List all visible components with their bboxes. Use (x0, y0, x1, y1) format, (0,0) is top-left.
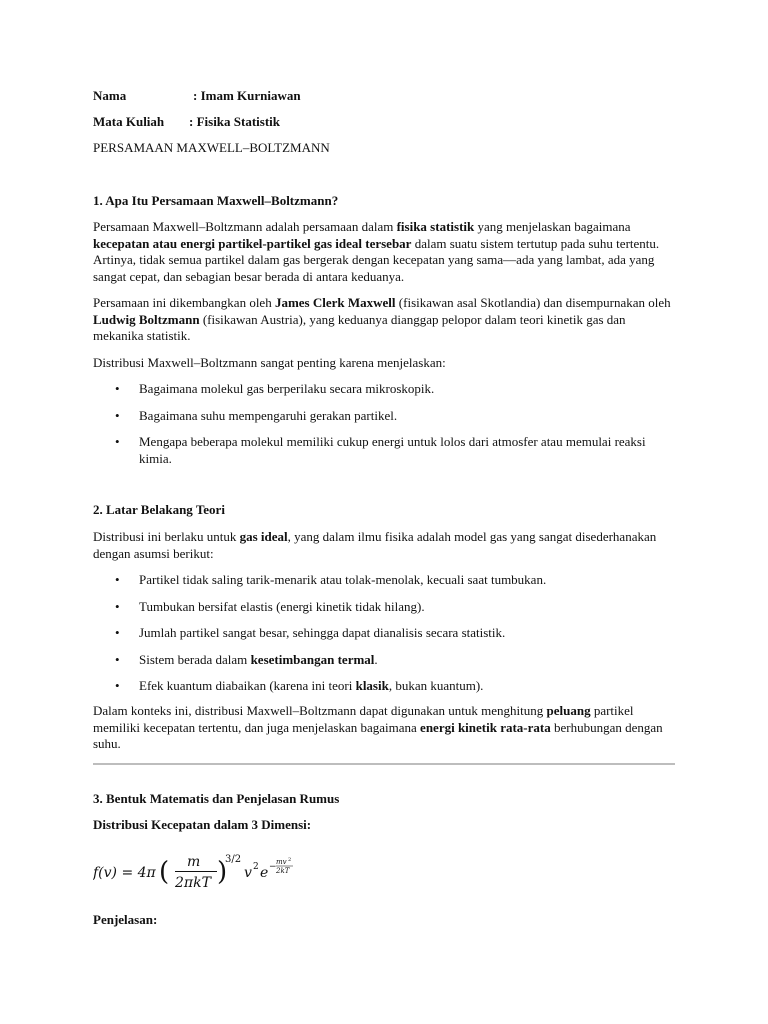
formula-exp-sign: − (269, 862, 277, 872)
bold-run: kecepatan atau energi partikel-partikel gas ideal tersebar (93, 235, 412, 251)
formula-denominator: 2πkT (175, 875, 211, 891)
text-run: Dalam konteks ini, distribusi Maxwell–Boltzmann dapat digunakan untuk menghitung (93, 703, 547, 718)
bullet-icon: • (115, 678, 120, 693)
section-1-heading: 1. Apa Itu Persamaan Maxwell–Boltzmann? (93, 193, 339, 208)
formula-numerator: m (187, 854, 201, 870)
text-run: Sistem berada dalam (139, 651, 251, 667)
bold-run: fisika statistik (396, 219, 475, 234)
text-run: (fisikawan Austria), yang keduanya dianggap pelopor dalam teori kinetik gas dan mekanika statistik. (93, 311, 626, 343)
section-2-bullet-list (93, 572, 675, 695)
explanation-label: Penjelasan: (93, 912, 158, 927)
list-item (93, 381, 675, 398)
list-item-text: Tumbukan bersifat elastis (energi kinetik tidak hilang). (139, 598, 425, 614)
formula-right-paren: ) (217, 857, 228, 887)
horizontal-divider (93, 763, 675, 765)
course-row (93, 114, 675, 131)
bold-run: energi kinetik rata-rata (420, 719, 551, 735)
bold-run: gas ideal (239, 529, 288, 544)
formula-v-exponent: 2 (253, 862, 259, 872)
section-1-paragraph-1 (93, 219, 675, 285)
list-item-text: Bagaimana molekul gas berperilaku secara mikroskopik. (139, 381, 435, 396)
list-item (93, 434, 675, 467)
text-run: Efek kuantum diabaikan (karena ini teori (139, 678, 356, 693)
text-run: Distribusi ini berlaku untuk (93, 529, 240, 544)
text-run: partikel memiliki kecepatan tertentu, dan juga menjelaskan bagaimana (93, 703, 634, 735)
list-item (93, 652, 675, 669)
text-run: , bukan kuantum). (388, 678, 484, 693)
section-1-paragraph-2 (93, 295, 675, 345)
bullet-icon: • (115, 651, 120, 667)
name-value: : Imam Kurniawan (193, 88, 301, 103)
bold-run: kesetimbangan termal (250, 651, 375, 667)
bold-run: James Clerk Maxwell (274, 295, 396, 310)
section-3-subheading: Distribusi Kecepatan dalam 3 Dimensi: (93, 817, 312, 832)
formula-v: v (244, 865, 252, 881)
section-3-heading: 3. Bentuk Matematis dan Penjelasan Rumus (93, 791, 340, 806)
name-label: Nama (93, 88, 127, 103)
formula-lhs: f(v) = 4π (93, 865, 156, 881)
section-1-bullet-list (93, 381, 675, 467)
list-item-text: Jumlah partikel sangat besar, sehingga dapat dianalisis secara statistik. (139, 625, 506, 640)
section-2-paragraph-2 (93, 703, 675, 753)
text-run: dalam suatu sistem tertutup pada suhu tertentu. Artinya, tidak semua partikel dalam gas bergerak dengan kecepatan yang sama—ada yang lambat, ada yang sangat cepat, dan sebagian besar berada di antara keduanya. (93, 235, 660, 284)
list-item (93, 625, 675, 642)
list-item-text: Mengapa beberapa molekul memiliki cukup energi untuk lolos dari atmosfer atau memulai reaksi kimia. (139, 434, 646, 466)
document-title: PERSAMAAN MAXWELL–BOLTZMANN (93, 140, 330, 155)
formula-exp-numerator: mv (276, 858, 287, 866)
section-2-paragraph-1 (93, 529, 675, 562)
text-run: . (374, 651, 378, 667)
formula-exp-denominator: 2kT (276, 867, 290, 875)
text-run: yang menjelaskan bagaimana (474, 219, 631, 234)
formula-left-paren: ( (159, 857, 170, 887)
section-1-paragraph-3: Distribusi Maxwell–Boltzmann sangat penting karena menjelaskan: (93, 355, 446, 370)
text-run: Persamaan Maxwell–Boltzmann adalah persamaan dalam (93, 219, 397, 234)
text-run: , yang dalam ilmu fisika adalah model gas yang sangat disederhanakan dengan asumsi berikut: (93, 529, 657, 561)
text-run: Persamaan ini dikembangkan oleh (93, 295, 275, 310)
bold-run: peluang (546, 703, 591, 718)
bullet-icon: • (115, 572, 120, 587)
bullet-icon: • (115, 381, 120, 396)
maxwell-boltzmann-formula (93, 852, 413, 892)
bullet-icon: • (115, 598, 120, 614)
list-item (93, 678, 675, 695)
bullet-icon: • (115, 625, 120, 640)
formula-power: 3/2 (225, 854, 242, 865)
course-label: Mata Kuliah (93, 114, 165, 129)
list-item (93, 572, 675, 589)
list-item (93, 599, 675, 616)
list-item-text: Partikel tidak saling tarik-menarik atau tolak-menolak, kecuali saat tumbukan. (139, 572, 547, 587)
course-value: : Fisika Statistik (189, 114, 281, 129)
bullet-icon: • (115, 407, 120, 423)
bullet-icon: • (115, 434, 120, 449)
formula-exp-numerator-sup: 2 (288, 857, 292, 863)
text-run: (fisikawan asal Skotlandia) dan disempurnakan oleh (395, 295, 671, 310)
formula-e: e (260, 865, 269, 881)
list-item (93, 408, 675, 425)
bold-run: klasik (355, 678, 389, 693)
text-run: berhubungan dengan suhu. (93, 719, 663, 751)
name-row (93, 88, 675, 105)
list-item-text: Bagaimana suhu mempengaruhi gerakan partikel. (139, 407, 398, 423)
section-2-heading: 2. Latar Belakang Teori (93, 502, 225, 517)
bold-run: Ludwig Boltzmann (93, 311, 200, 327)
